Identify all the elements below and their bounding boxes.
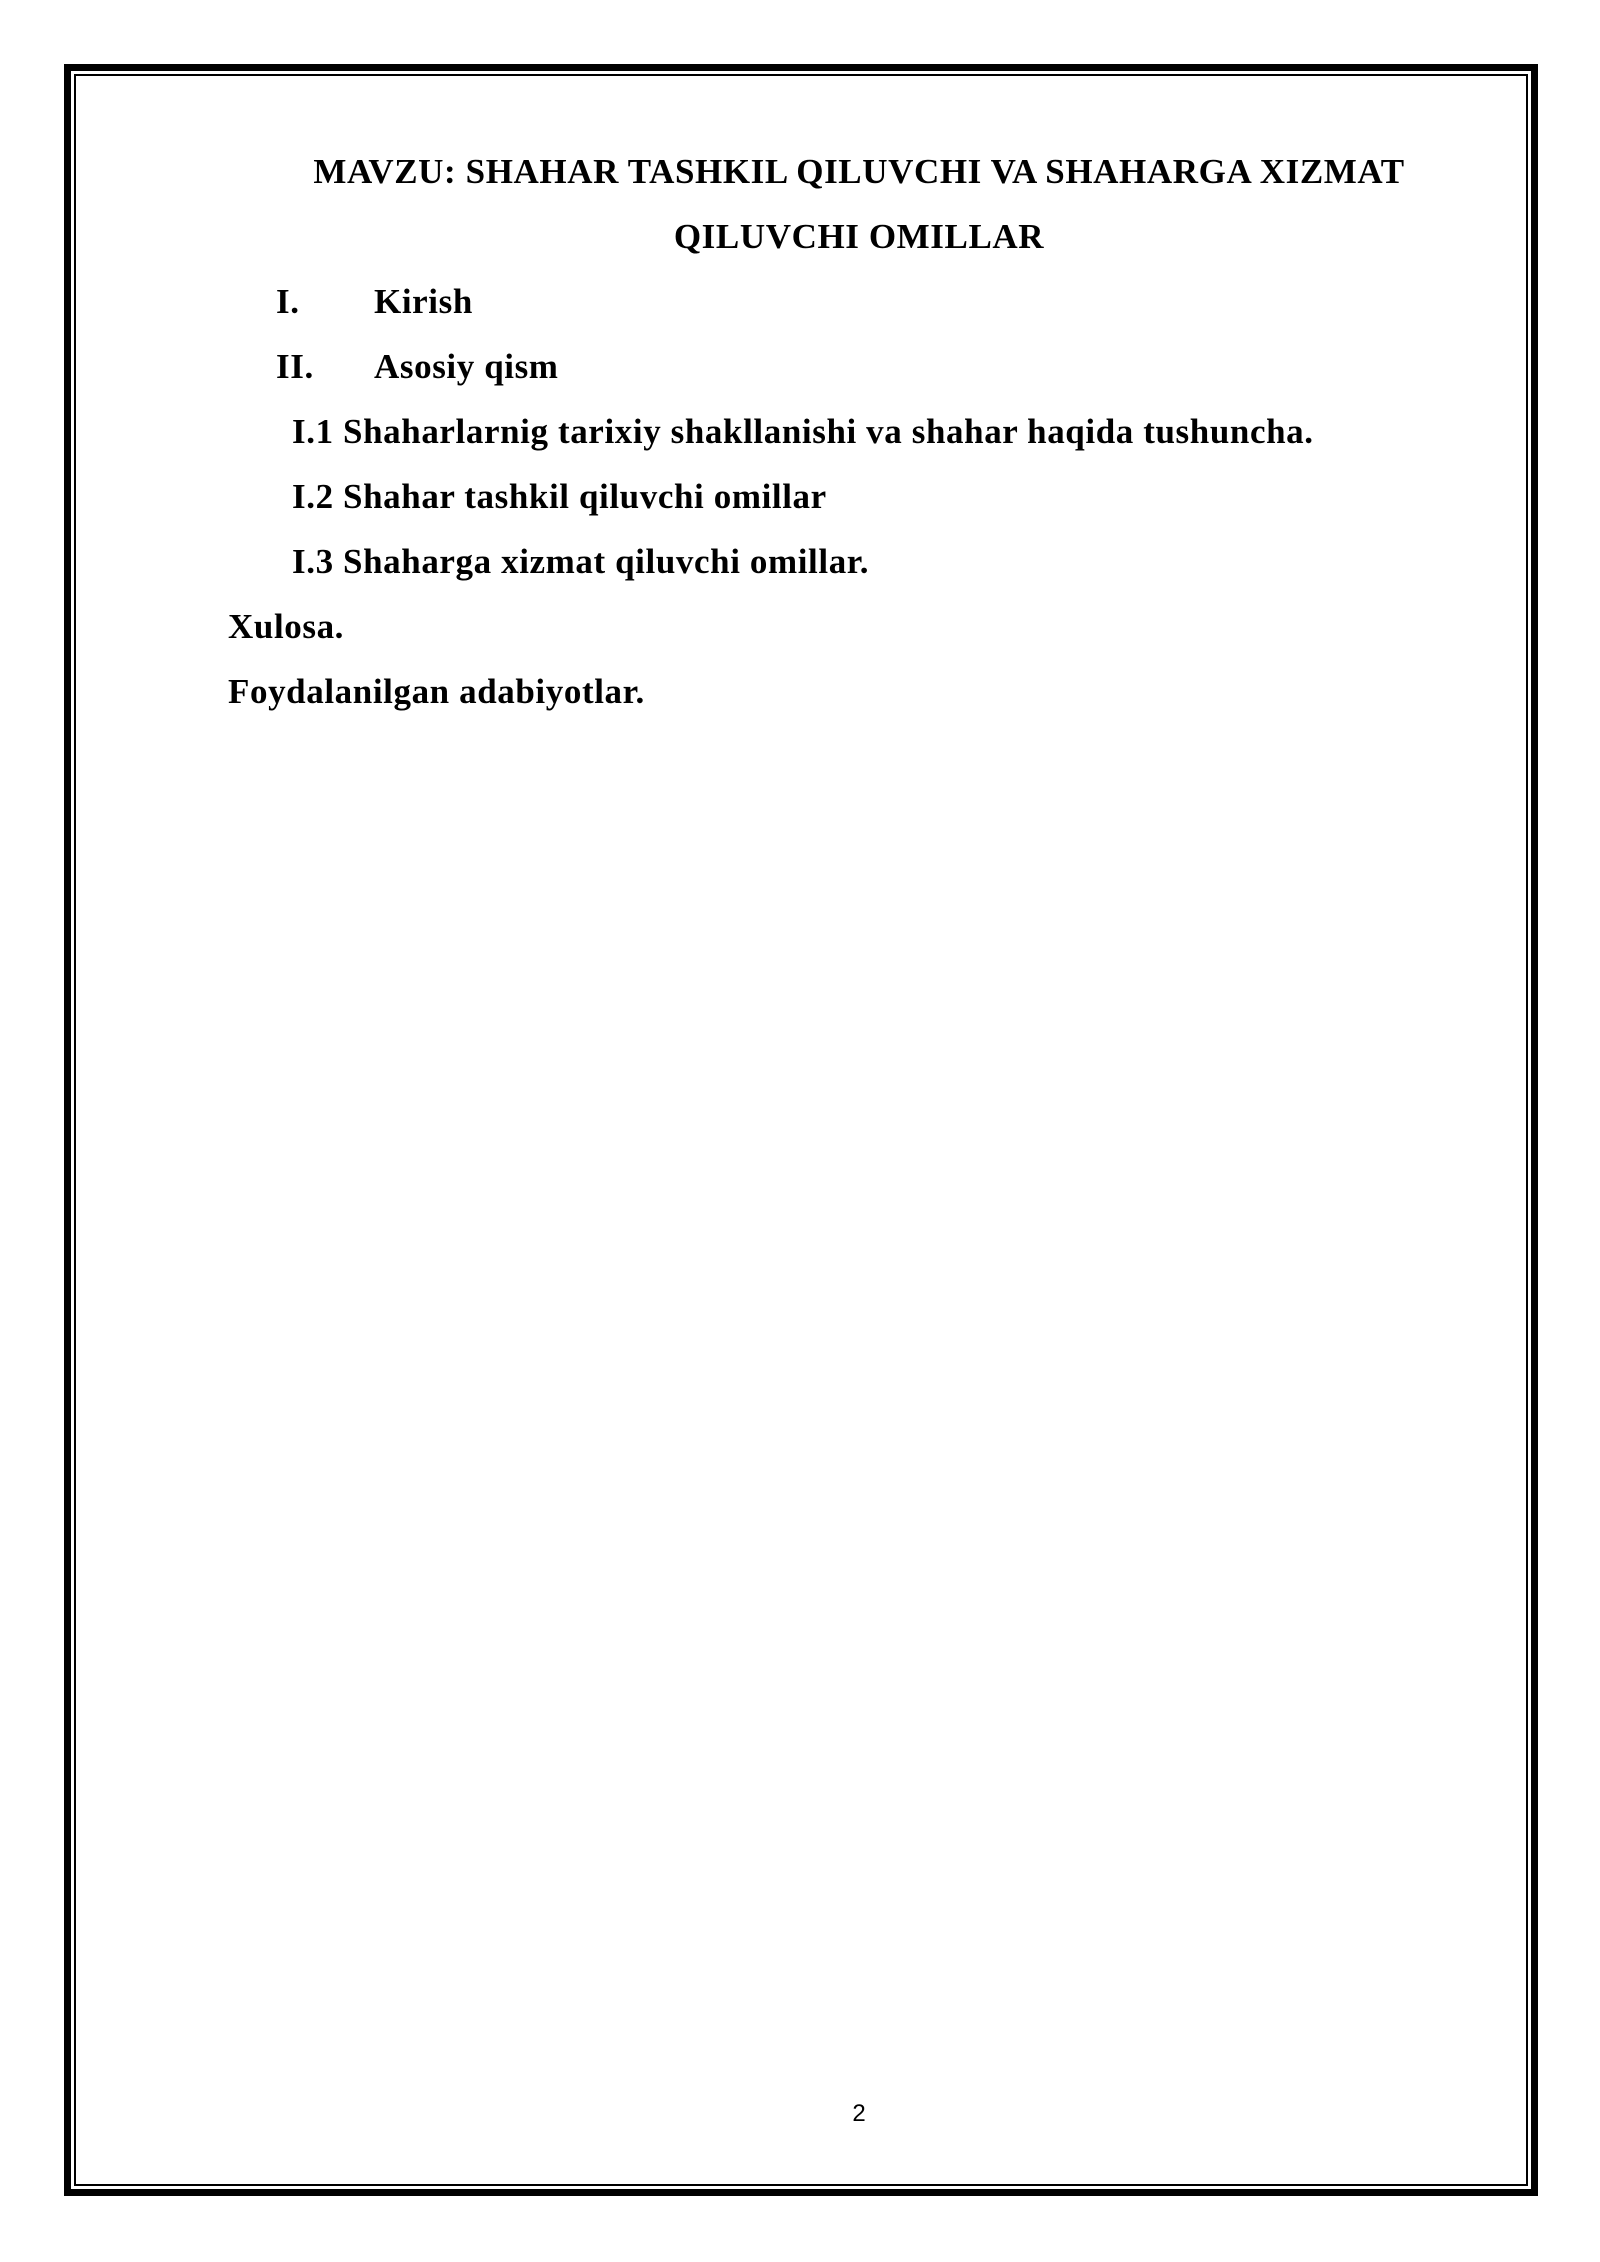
page-border-inner	[74, 74, 1528, 2186]
outline-label: Asosiy qism	[374, 347, 559, 386]
document-title-line-1: MAVZU: SHAHAR TASHKIL QILUVCHI VA SHAHARGA XIZMAT	[313, 152, 1405, 191]
subsection-1-3: I.3 Shaharga xizmat qiluvchi omillar.	[292, 542, 870, 581]
outline-label: Kirish	[374, 282, 473, 321]
document-title-line-2: QILUVCHI OMILLAR	[673, 217, 1045, 256]
page-number: 2	[852, 2100, 866, 2127]
conclusion-heading: Xulosa.	[228, 607, 345, 646]
outline-number: I.	[276, 282, 300, 321]
references-heading: Foydalanilgan adabiyotlar.	[228, 672, 645, 711]
subsection-1-1: I.1 Shaharlarnig tarixiy shakllanishi va shahar haqida tushuncha.	[292, 412, 1314, 451]
outline-number: II.	[276, 347, 314, 386]
subsection-1-2: I.2 Shahar tashkil qiluvchi omillar	[292, 477, 827, 516]
